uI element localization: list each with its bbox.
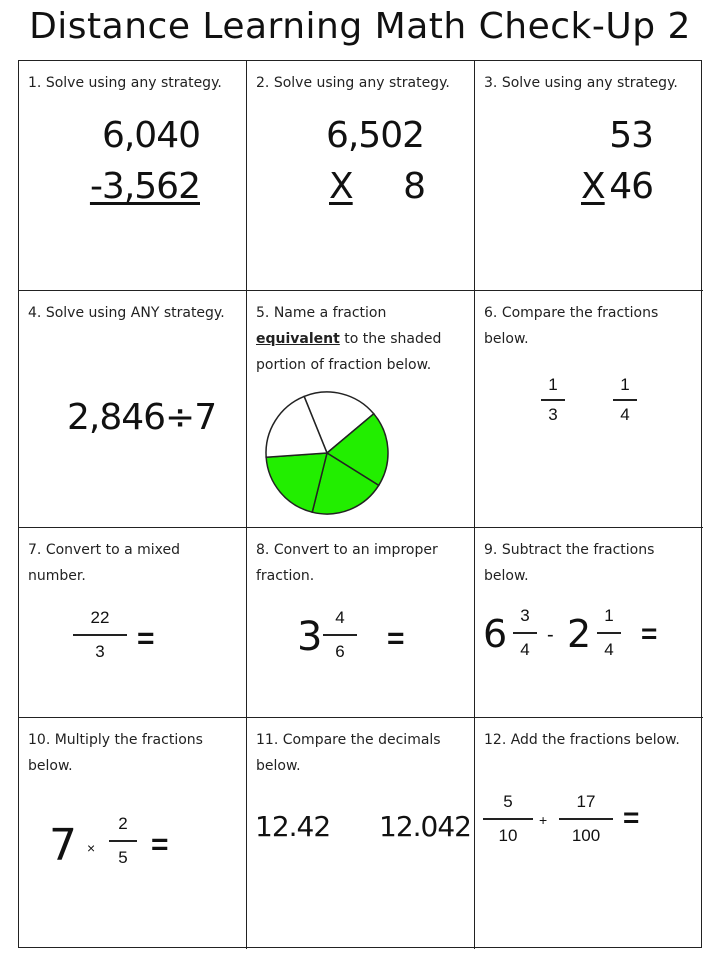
problem-2-multiplier: 8 [403,166,425,207]
problem-2-cell [247,61,475,291]
problem-7-numerator: 22 [90,608,110,627]
problem-1-text: Solve using any strategy. [45,75,222,91]
problem-3-operator: X [581,166,605,207]
problem-10-denominator: 5 [118,847,128,867]
problem-6-fraction-a-numerator: 1 [548,375,558,394]
problem-8-prompt [256,537,468,589]
problem-9-fraction-a [513,606,537,660]
problem-6-number: 6. [484,305,498,321]
problem-12-text: Add the fractions below. [510,732,680,748]
problem-4-text: Solve using ANY strategy. [45,305,225,321]
problem-12-prompt [484,727,697,753]
problem-7-fraction [73,608,127,662]
problem-1-subtrahend: -3,562 [89,166,200,207]
problem-10-numerator: 2 [118,814,128,833]
problem-9-fraction-b-denominator: 4 [604,639,614,659]
problem-12-number: 12. [484,732,507,748]
problem-5-cell [247,291,475,528]
problem-8-numerator: 4 [335,608,345,627]
fraction-bar [559,818,613,820]
problem-12-fraction-a-denominator: 10 [498,825,518,845]
problem-9-fraction-b-numerator: 1 [604,606,614,625]
problem-6-fraction-a-denominator: 3 [548,404,558,424]
problem-5-text-post: to the shaded portion of fraction below. [256,331,442,373]
problem-5-number: 5. [256,305,270,321]
problem-8-number: 8. [256,542,270,558]
problem-9-fraction-a-denominator: 4 [520,639,530,659]
fraction-bar [483,818,533,820]
problem-10-cell [19,718,247,949]
problem-6-cell [475,291,703,528]
problem-6-fraction-a [541,375,565,425]
fraction-bar [109,840,137,842]
problem-12-equals: = [623,802,640,833]
problem-10-text: Multiply the fractions below. [28,732,203,774]
problem-3-multiplicand: 53 [609,115,653,156]
problem-8-text: Convert to an improper fraction. [256,542,438,584]
problem-12-fraction-b-numerator: 17 [576,792,596,811]
problem-6-fraction-b [613,375,637,425]
problem-11-number: 11. [256,732,279,748]
problem-6-fraction-b-numerator: 1 [620,375,630,394]
problem-3-prompt [484,70,697,96]
problem-9-equals: = [641,618,658,649]
problem-7-number: 7. [28,542,42,558]
problem-8-equals: = [387,622,405,655]
problem-12-fraction-a [483,792,533,846]
problem-6-text: Compare the fractions below. [484,305,659,347]
problem-10-fraction [109,814,137,868]
problem-4-number: 4. [28,305,42,321]
problem-5-text-pre: Name a fraction [273,305,387,321]
problem-2-text: Solve using any strategy. [273,75,450,91]
fraction-bar [597,632,621,634]
fraction-bar [513,632,537,634]
problem-3-cell [475,61,703,291]
problem-9-text: Subtract the fractions below. [484,542,655,584]
problem-3-multiplier: 46 [609,166,653,207]
problem-6-fraction-b-denominator: 4 [620,404,630,424]
problem-2-multiplier-row [329,166,425,207]
problem-9-minus: - [547,624,554,646]
problem-10-whole: 7 [49,820,77,871]
problem-5-pie [263,389,391,517]
problem-3-multiplier-row [581,166,653,207]
problem-9-fraction-b [597,606,621,660]
problem-1-minuend: 6,040 [101,115,200,156]
problem-12-cell [475,718,703,949]
problem-7-equals: = [137,622,155,655]
problem-4-cell [19,291,247,528]
problem-1-cell [19,61,247,291]
problem-8-whole: 3 [297,614,323,660]
problem-9-whole-b: 2 [567,612,592,656]
fraction-bar [613,399,637,401]
problem-7-cell [19,528,247,718]
problem-5-prompt [256,300,468,378]
problem-9-fraction-a-numerator: 3 [520,606,530,625]
problem-12-fraction-a-numerator: 5 [503,792,513,811]
problem-8-denominator: 6 [335,641,345,661]
fraction-bar [323,634,357,636]
problem-1-prompt [28,70,240,96]
problem-12-fraction-b-denominator: 100 [571,825,601,845]
problem-11-decimal-b: 12.042 [379,810,471,843]
problem-11-cell [247,718,475,949]
pie-slices [266,392,388,514]
problem-2-prompt [256,70,468,96]
problem-8-fraction [323,608,357,662]
problem-12-plus: + [539,812,548,828]
problem-11-text: Compare the decimals below. [256,732,441,774]
problem-7-denominator: 3 [95,641,105,661]
problem-6-prompt [484,300,697,352]
fraction-bar [73,634,127,636]
problem-2-number: 2. [256,75,270,91]
problem-4-prompt [28,300,240,326]
problem-10-number: 10. [28,732,51,748]
problem-3-text: Solve using any strategy. [501,75,678,91]
problem-9-cell [475,528,703,718]
problem-10-equals: = [151,828,169,861]
problem-7-prompt [28,537,240,589]
problem-9-whole-a: 6 [483,612,508,656]
problem-12-fraction-b [559,792,613,846]
problem-4-expression: 2,846÷7 [67,397,217,438]
page-title: Distance Learning Math Check-Up 2 [29,6,691,47]
problem-8-cell [247,528,475,718]
problem-grid [18,60,702,948]
fraction-bar [541,399,565,401]
problem-2-multiplicand: 6,502 [325,115,424,156]
problem-11-prompt [256,727,468,779]
problem-5-text-emphasis: equivalent [256,331,340,347]
problem-7-text: Convert to a mixed number. [28,542,181,584]
problem-10-prompt [28,727,240,779]
problem-11-decimal-a: 12.42 [255,810,331,843]
problem-9-number: 9. [484,542,498,558]
problem-3-number: 3. [484,75,498,91]
problem-10-times: × [87,840,96,856]
problem-9-prompt [484,537,697,589]
problem-2-operator: X [329,166,353,207]
problem-1-number: 1. [28,75,42,91]
